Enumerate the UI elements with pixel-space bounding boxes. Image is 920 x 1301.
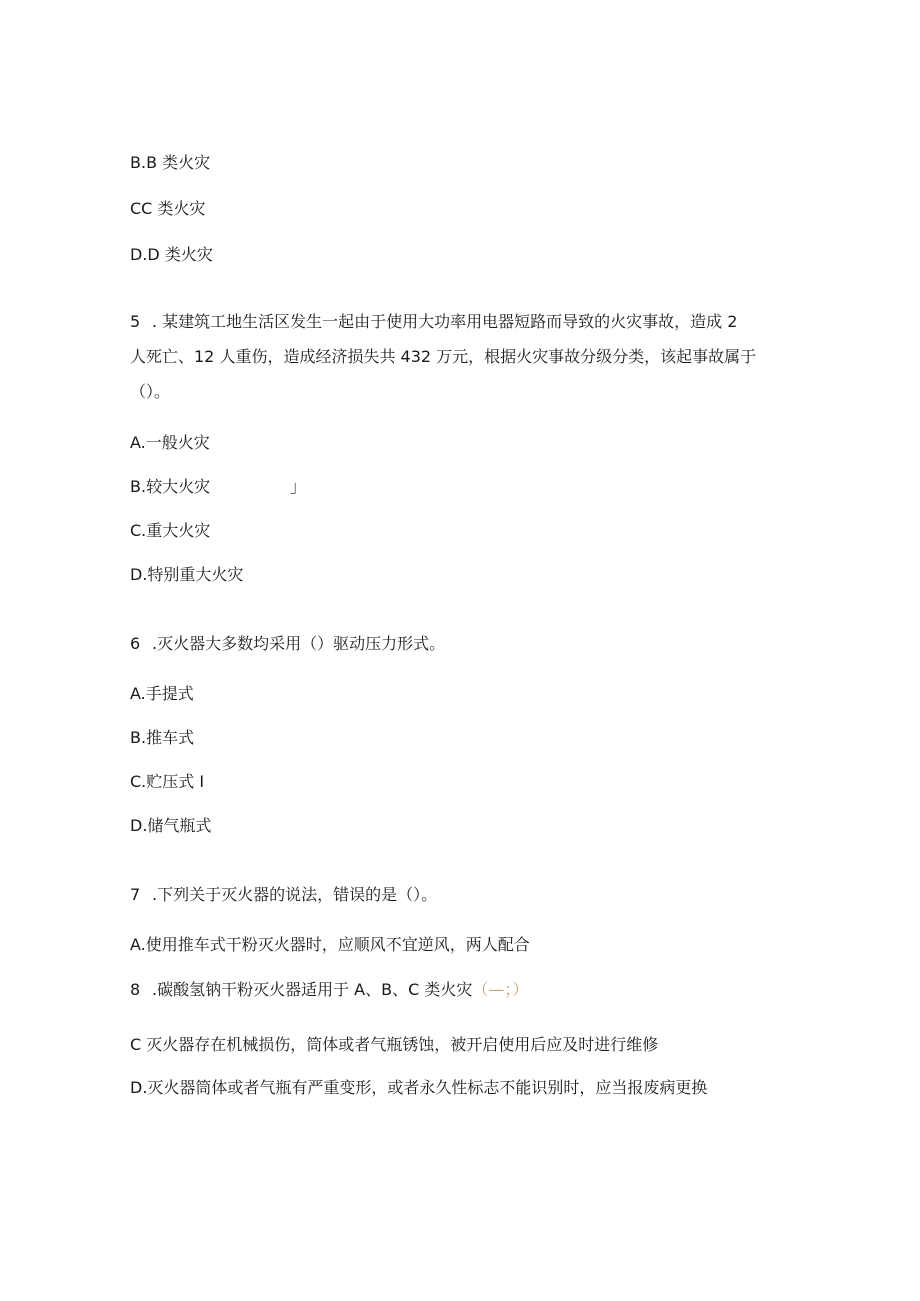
option-text: D.D 类火灾 — [130, 245, 213, 264]
question-6 — [130, 634, 445, 654]
option-text: B.推车式 — [130, 728, 195, 747]
question-number: 8 — [130, 980, 141, 999]
question-number: 6 — [130, 634, 141, 653]
stray-mark: 」 — [290, 477, 307, 496]
option-text: A.手提式 — [130, 684, 194, 703]
option-text: D.储气瓶式 — [130, 816, 212, 835]
option-text: D.特别重大火灾 — [130, 565, 244, 584]
option-text: A.使用推车式干粉灭火器时，应顺风不宜逆风，两人配合 — [130, 935, 530, 954]
option-text: CC 类火灾 — [130, 199, 206, 218]
option-text: D.灭火器筒体或者气瓶有严重变形，或者永久性标志不能识别时，应当报废病更换 — [130, 1078, 708, 1097]
question-5-line-3: （）。 — [130, 382, 171, 401]
question-number: 5 — [130, 312, 141, 331]
option-text: A.一般火灾 — [130, 433, 210, 452]
question-text: .灭火器大多数均采用（）驱动压力形式。 — [152, 634, 446, 653]
option-text: C.贮压式 I — [130, 772, 205, 791]
faint-answer-mark: （—；） — [472, 980, 529, 999]
question-8 — [130, 980, 528, 1000]
question-text: .碳酸氢钠干粉灭火器适用于 A、B、C 类火灾 — [152, 980, 473, 999]
option-text: B.B 类火灾 — [130, 153, 211, 172]
option-text: C.重大火灾 — [130, 521, 211, 540]
question-text: .下列关于灭火器的说法，错误的是（）。 — [152, 885, 438, 904]
option-text: B.较大火灾 — [130, 477, 211, 496]
question-number: 7 — [130, 885, 141, 904]
question-7 — [130, 885, 437, 905]
option-text: C 灭火器存在机械损伤，筒体或者气瓶锈蚀，被开启使用后应及时进行维修 — [130, 1035, 659, 1054]
question-5-line-2: 人死亡、12 人重伤，造成经济损失共 432 万元，根据火灾事故分级分类，该起事故属于 — [130, 347, 757, 366]
question-text: . 某建筑工地生活区发生一起由于使用大功率用电器短路而导致的火灾事故，造成 2 — [152, 312, 738, 331]
question-5-line-1 — [130, 312, 737, 332]
